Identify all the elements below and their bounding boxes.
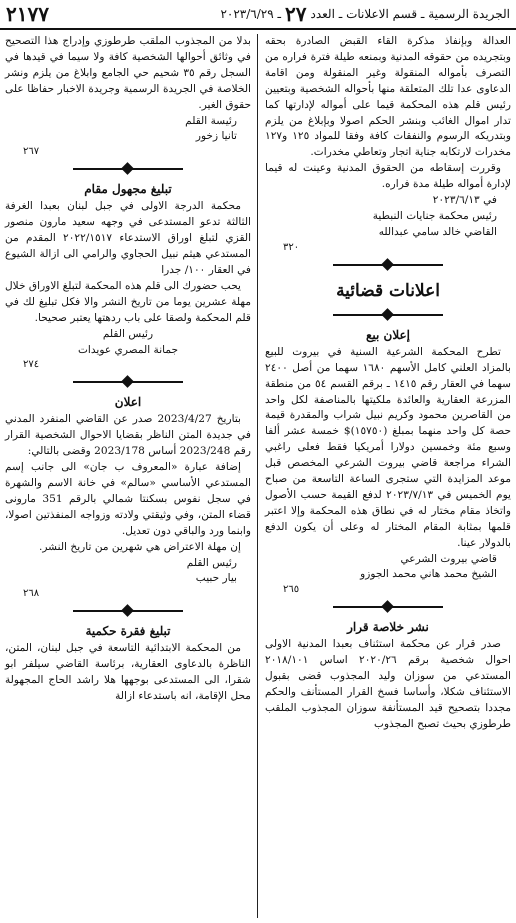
notice-number: ٢٦٧ [23, 146, 40, 158]
announcement-body: يحب حضورك الى قلم هذه المحكمة لتبلغ الاوراق خلال مهلة عشرين يوما من تاريخ النشر والا فكل تبليغ لك في قلم المحكمة ولصقا على باب ردهتها يعتبر صحيحا. [4, 279, 251, 324]
notice-number: ٢٦٥ [283, 584, 300, 596]
notice-number: ٢٦٨ [23, 588, 40, 600]
signature-name: الشيخ محمد هاني محمد الجوزو [360, 568, 497, 581]
signature-title: قاضي بيروت الشرعي [400, 552, 497, 565]
signature-title: رئيس القلم [186, 556, 237, 569]
announcement-title: تبليغ مجهول مقام [84, 182, 172, 197]
signature-name: تانيا زخور [195, 130, 237, 143]
signature-name: جمانة المصري عويدات [77, 343, 179, 356]
issue-date: ـ ٢٠٢٣/٦/٢٩ [220, 7, 282, 21]
issue-number: ٢٧ [285, 2, 307, 26]
signature-title: رئيس محكمة جنايات النبطية [372, 209, 497, 222]
continued-paragraph: العدالة وبإنفاذ مذكرة القاء القبض الصادرة بحقه وبتجريده من حقوقه المدنية وبمنعه طيلة فترة فراره من التصرف بأمواله المنقولة وغير المنقولة ومن اقامة الدعاوى عدا تلك المتعلقة منها بأحواله الشخصية وبتعيين رئيس قلم هذه المحكمة قيما على أمواله لإدارتها كما تدار اموال الغائب وبنشر الحكم اصولا وبإبلاغ من يلزم وبتدريكه الرسوم والنفقات كافة وفقا للمواد ١٢٥ و١٢٧ مخدرات لارتكابه جناية اتجار وتعاطي مخدرات. [265, 35, 511, 159]
newspaper-title: الجريدة الرسمية ـ قسم الاعلانات ـ العدد [310, 7, 510, 21]
notice-number: ٢٧٤ [23, 359, 40, 371]
announcement-title: نشر خلاصة قرار [347, 620, 429, 635]
announcement-title: إعلان بيع [366, 327, 410, 342]
continued-paragraph: بدلا من المجذوب الملقب طرطوزي وإدراج هذا التصحيح في وثائق أحوالها الشخصية كافة ولا سيما في قيدها في السجل رقم ٣٥ شحيم حي الجامع وابلاغ من يلزم ونشر الخلاصة في الجريدة الرسمية وجريدة الاخبار حفاظا على حقوق الغير. [5, 35, 251, 111]
page-number: ٢١٧٧ [6, 2, 49, 26]
left-column [5, 34, 251, 705]
column-divider [257, 34, 258, 918]
announcement-title: اعلان [114, 395, 142, 410]
announcement-body: بتاريخ 2023/4/27 صدر عن القاضي المنفرد المدني في جديدة المتن الناظر بقضايا الاحوال الشخصية القرار رقم 2023/248 أساس 2023/178 وقضى بالتالي: [5, 413, 251, 458]
announcement-title: تبليغ فقرة حكمية [85, 624, 171, 639]
paragraph: وقررت إسقاطه من الحقوق المدنية وعينت له قيما لإدارة أمواله طيلة مدة فراره. [265, 162, 511, 191]
right-column [265, 34, 511, 733]
announcement-body: إضافة عبارة «المعروف ب جان» الى جانب إسم المستدعي الأساسي «سالم» في خانة الاسم والشهرة في سجل نفوس بسكنتا شمالي بالرقم 351 مارونى قضاء المتن، وفي وثيقتي ولادته وزواجه المنفذتين اصولا، وابنما ورد والباقي دون تعديل. [5, 461, 251, 537]
signature-title: رئيس القلم [102, 327, 154, 340]
separator-ornament [265, 309, 511, 321]
announcement-body: من المحكمة الابتدائية التاسعة في جبل لبنان، المتن، الناظرة بالدعاوى العقارية، برئاسة القاضي سيلفر ابو شقرا، الى المستدعى بوجهها هلا راشد الحاج المجهولة محل الإقامة، انه باستدعاء ازالة [5, 642, 251, 703]
announcement-body: تطرح المحكمة الشرعية السنية في بيروت للبيع بالمزاد العلني كامل الأسهم ١٦٨٠ سهما من أصل ٢٤٠٠ سهما في العقار رقم ١٤١٥ ـ برقم القسم ٥٤ من منطقة المزرعة العقارية والعائدة ملكيتها بالمناصفة لكل واحد من القاصرين محمود وكريم نبيل شراب والمقدرة قيمة حصة كل واحد منهما بمبلغ (١٥٧٥٠)$ خمسة عشر ألفا وسبع مئة وخمسين دولارا أمريكيا فقط فعلى راغبي الشراء مراجعة قاضي بيروت الشرعي المخصص قبل موعد المزايدة التي ستجرى الساعة التاسعة من صباح يوم الخميس في ٢٠٢٣/٧/١٣ لدفع القيمة حسب الأصول واتخاذ مقام مختار له في نطاق هذه المحكمة وإلا اعتبر قلمها بمثابة المقام المختار له وعلى أن يكون الدفع بالدولار عينا. [265, 345, 511, 549]
signature-title: رئيسة القلم [185, 114, 237, 127]
section-title: اعلانات قضائية [336, 280, 440, 301]
separator-ornament [5, 605, 251, 617]
announcement-body: إن مهلة الاعتراض هي شهرين من تاريخ النشر. [38, 540, 241, 553]
separator-ornament [5, 376, 251, 388]
signature-name: القاضي خالد سامي عبدالله [378, 225, 497, 238]
separator-ornament [265, 259, 511, 271]
dateline: في ٢٠٢٣/٦/١٣ [432, 194, 497, 207]
notice-number: ٣٢٠ [283, 241, 300, 253]
signature-name: بيار حبيب [195, 572, 237, 585]
announcement-body: صدر قرار عن محكمة استئناف بعبدا المدنية الاولى احوال شخصية برقم ٢٠٢٠/٢٦ اساس ٢٠١٨/١٠١ المستدعي من سوزان وليد المجذوب قضى بقبول الاستئناف شكلا، وأساسا فسخ القرار المستأنف والحكم مجددا بتصحيح قيد المستأنفة سوزان المجذوب الملقب طرطوزي بحيث تصبح المجذوب [265, 638, 511, 730]
separator-ornament [5, 163, 251, 175]
announcement-body: محكمة الدرجة الاولى في جبل لبنان بعبدا الغرفة الثالثة تدعو المستدعى في وجهه سعيد مارون منصور القزي لتبلغ اوراق الاستدعاء ٢٠٢٢/١٥١٧ المقدم من المستدعي هيثم نبيل الحجاوي والرامي الى ازالة الشيوع في العقار ١٠٠/ جدرا [5, 200, 252, 276]
separator-ornament [265, 601, 511, 613]
page-header [0, 0, 516, 30]
